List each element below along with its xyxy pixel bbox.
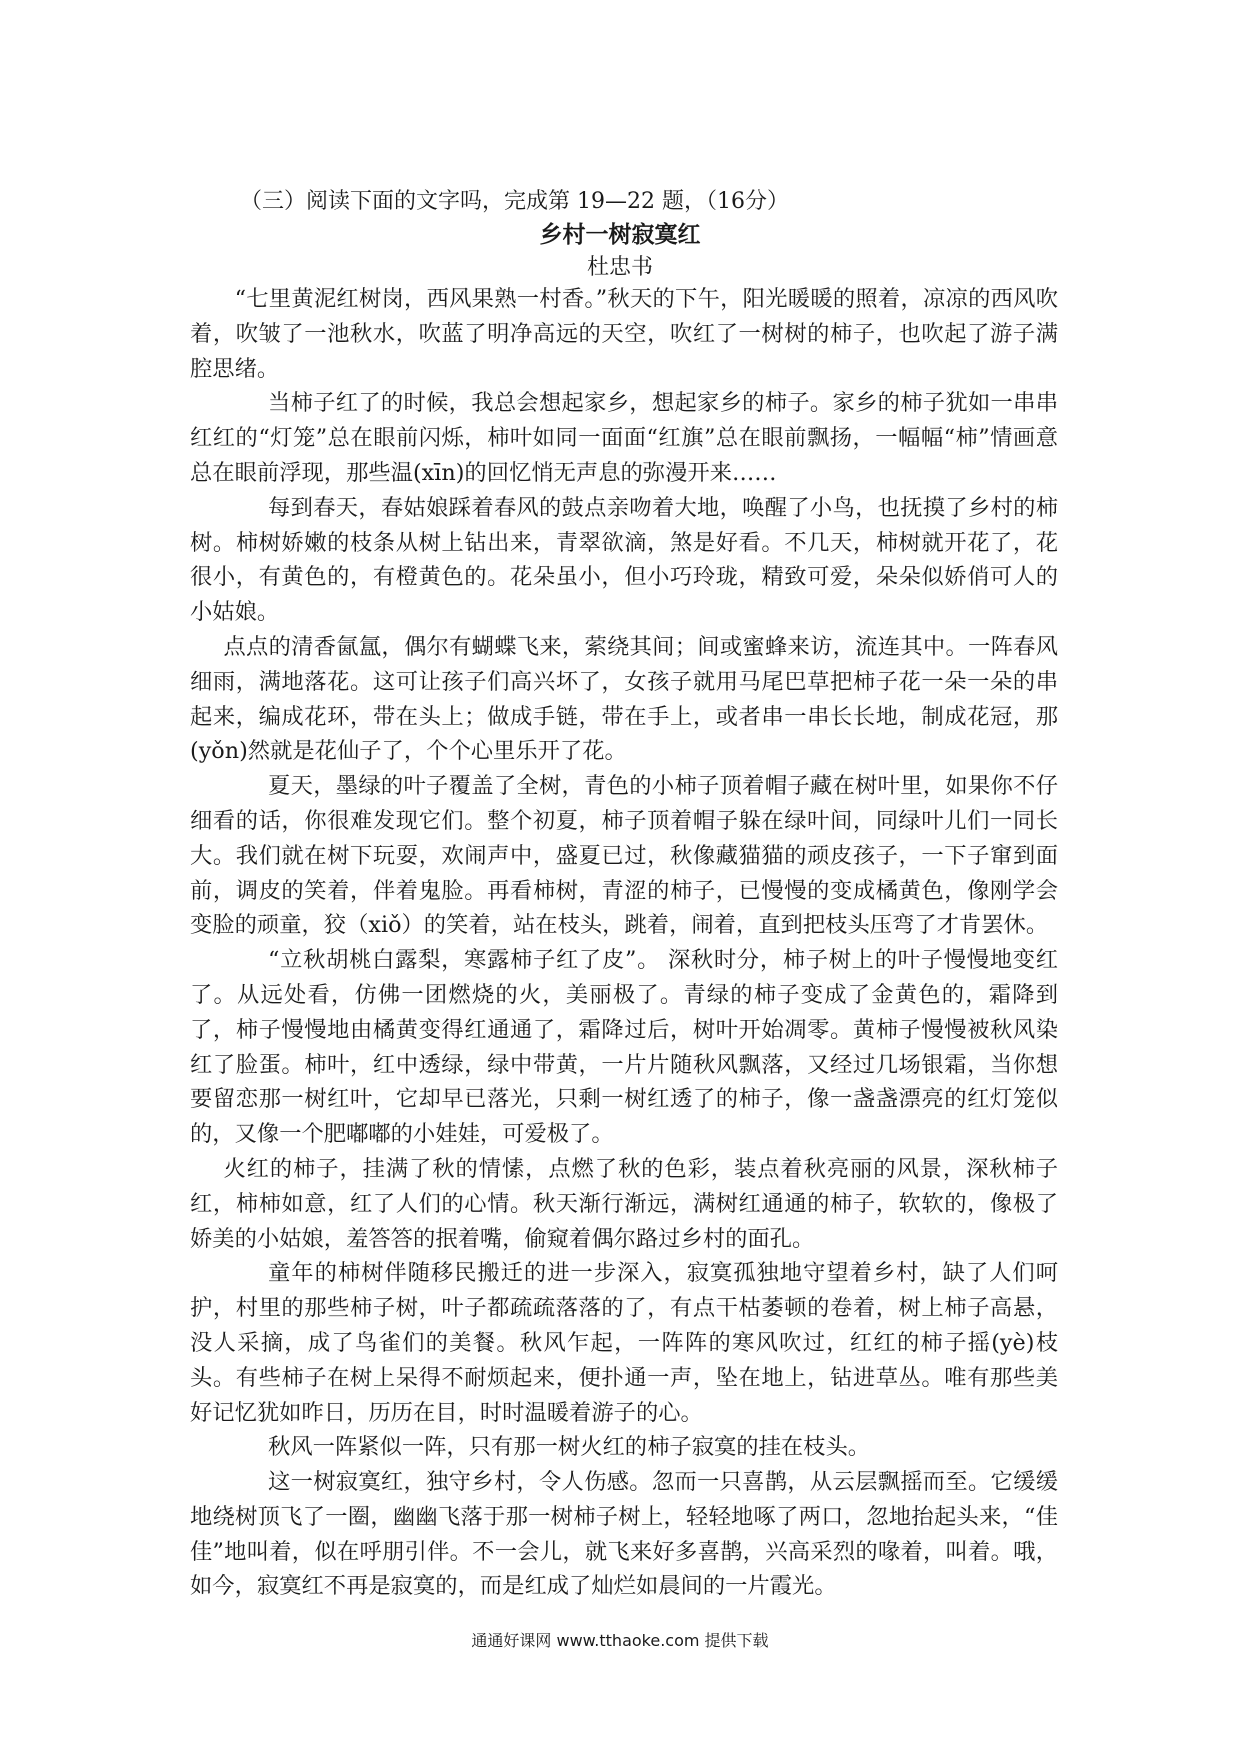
article-title: 乡村一树寂寞红 <box>539 221 701 248</box>
section-intro: （三）阅读下面的文字吗，完成第 19—22 题，（16分） <box>240 189 789 214</box>
paragraph: 这一树寂寞红，独守乡村，令人伤感。忽而一只喜鹊，从云层飘摇而至。它缓缓地绕树顶飞了一圈，幽幽飞落于那一树柿子树上，轻轻地啄了两口，忽地抬起头来，“佳佳”地叫着，似在呼朋引伴。不一会儿，就飞来好多喜鹊，兴高采烈的喙着，叫着。哦，如今，寂寞红不再是寂寞的，而是红成了灿烂如晨间的一片霞光。 <box>190 1469 1058 1600</box>
paragraph: 每到春天，春姑娘踩着春风的鼓点亲吻着大地，唤醒了小鸟，也抚摸了乡村的柿树。柿树娇嫩的枝条从树上钻出来，青翠欲滴，煞是好看。不几天，柿树就开花了，花很小，有黄色的，有橙黄色的。花朵虽小，但小巧玲珑，精致可爱，朵朵似娇俏可人的小姑娘。 <box>190 494 1058 626</box>
paragraph: “七里黄泥红树岗，西风果熟一村香。”秋天的下午，阳光暖暖的照着，凉凉的西风吹着，吹皱了一池秋水，吹蓝了明净高远的天空，吹红了一树树的柿子，也吹起了游子满腔思绪。 <box>190 286 1058 382</box>
article-body <box>190 282 1058 1604</box>
page-footer: 通通好课网 www.tthaoke.com 提供下载 <box>471 1631 769 1650</box>
paragraph: “立秋胡桃白露梨，寒露柿子红了皮”。 深秋时分，柿子树上的叶子慢慢地变红了。从远处看，仿佛一团燃烧的火，美丽极了。青绿的柿子变成了金黄色的，霜降到了，柿子慢慢地由橘黄变得红通通了，霜降过后，树叶开始凋零。黄柿子慢慢被秋风染红了脸蛋。柿叶，红中透绿，绿中带黄，一片片随秋风飘落，又经过几场银霜，当你想要留恋那一树红叶，它却早已落光，只剩一树红透了的柿子，像一盏盏漂亮的红灯笼似的，又像一个肥嘟嘟的小娃娃，可爱极了。 <box>190 947 1058 1148</box>
article-author: 杜忠书 <box>586 255 653 280</box>
paragraph: 夏天，墨绿的叶子覆盖了全树，青色的小柿子顶着帽子藏在树叶里，如果你不仔细看的话，你很难发现它们。整个初夏，柿子顶着帽子躲在绿叶间，同绿叶儿们一同长大。我们就在树下玩耍，欢闹声中，盛夏已过，秋像藏猫猫的顽皮孩子，一下子窜到面前，调皮的笑着，伴着鬼脸。再看柿树，青涩的柿子，已慢慢的变成橘黄色，像刚学会变脸的顽童，狡（xiǒ）的笑着，站在枝头，跳着，闹着，直到把枝头压弯了才肯罢休。 <box>190 773 1058 939</box>
paragraph: 童年的柿树伴随移民搬迁的进一步深入，寂寞孤独地守望着乡村，缺了人们呵护，村里的那些柿子树，叶子都疏疏落落的了，有点干枯萎顿的卷着，树上柿子高悬，没人采摘，成了鸟雀们的美餐。秋风乍起，一阵阵的寒风吹过，红红的柿子摇(yè)枝头。有些柿子在树上呆得不耐烦起来，便扑通一声，坠在地上，钻进草丛。唯有那些美好记忆犹如昨日，历历在目，时时温暖着游子的心。 <box>190 1260 1058 1426</box>
paragraph: 点点的清香氤氲，偶尔有蝴蝶飞来，萦绕其间；间或蜜蜂来访，流连其中。一阵春风细雨，满地落花。这可让孩子们高兴坏了，女孩子就用马尾巴草把柿子花一朵一朵的串起来，编成花环，带在头上；做成手链，带在手上，或者串一串长长地，制成花冠，那(yǒn)然就是花仙子了，个个心里乐开了花。 <box>190 633 1058 765</box>
paragraph: 当柿子红了的时候，我总会想起家乡，想起家乡的柿子。家乡的柿子犹如一串串红红的“灯笼”总在眼前闪烁，柿叶如同一面面“红旗”总在眼前飘扬，一幅幅“柿”情画意总在眼前浮现，那些温(xīn)的回忆悄无声息的弥漫开来…… <box>190 390 1058 486</box>
paragraph: 火红的柿子，挂满了秋的情愫，点燃了秋的色彩，装点着秋亮丽的风景，深秋柿子红，柿柿如意，红了人们的心情。秋天渐行渐远，满树红通通的柿子，软软的，像极了娇美的小姑娘，羞答答的抿着嘴，偷窥着偶尔路过乡村的面孔。 <box>190 1155 1058 1252</box>
paragraph: 秋风一阵紧似一阵，只有那一树火红的柿子寂寞的挂在枝头。 <box>268 1434 871 1461</box>
